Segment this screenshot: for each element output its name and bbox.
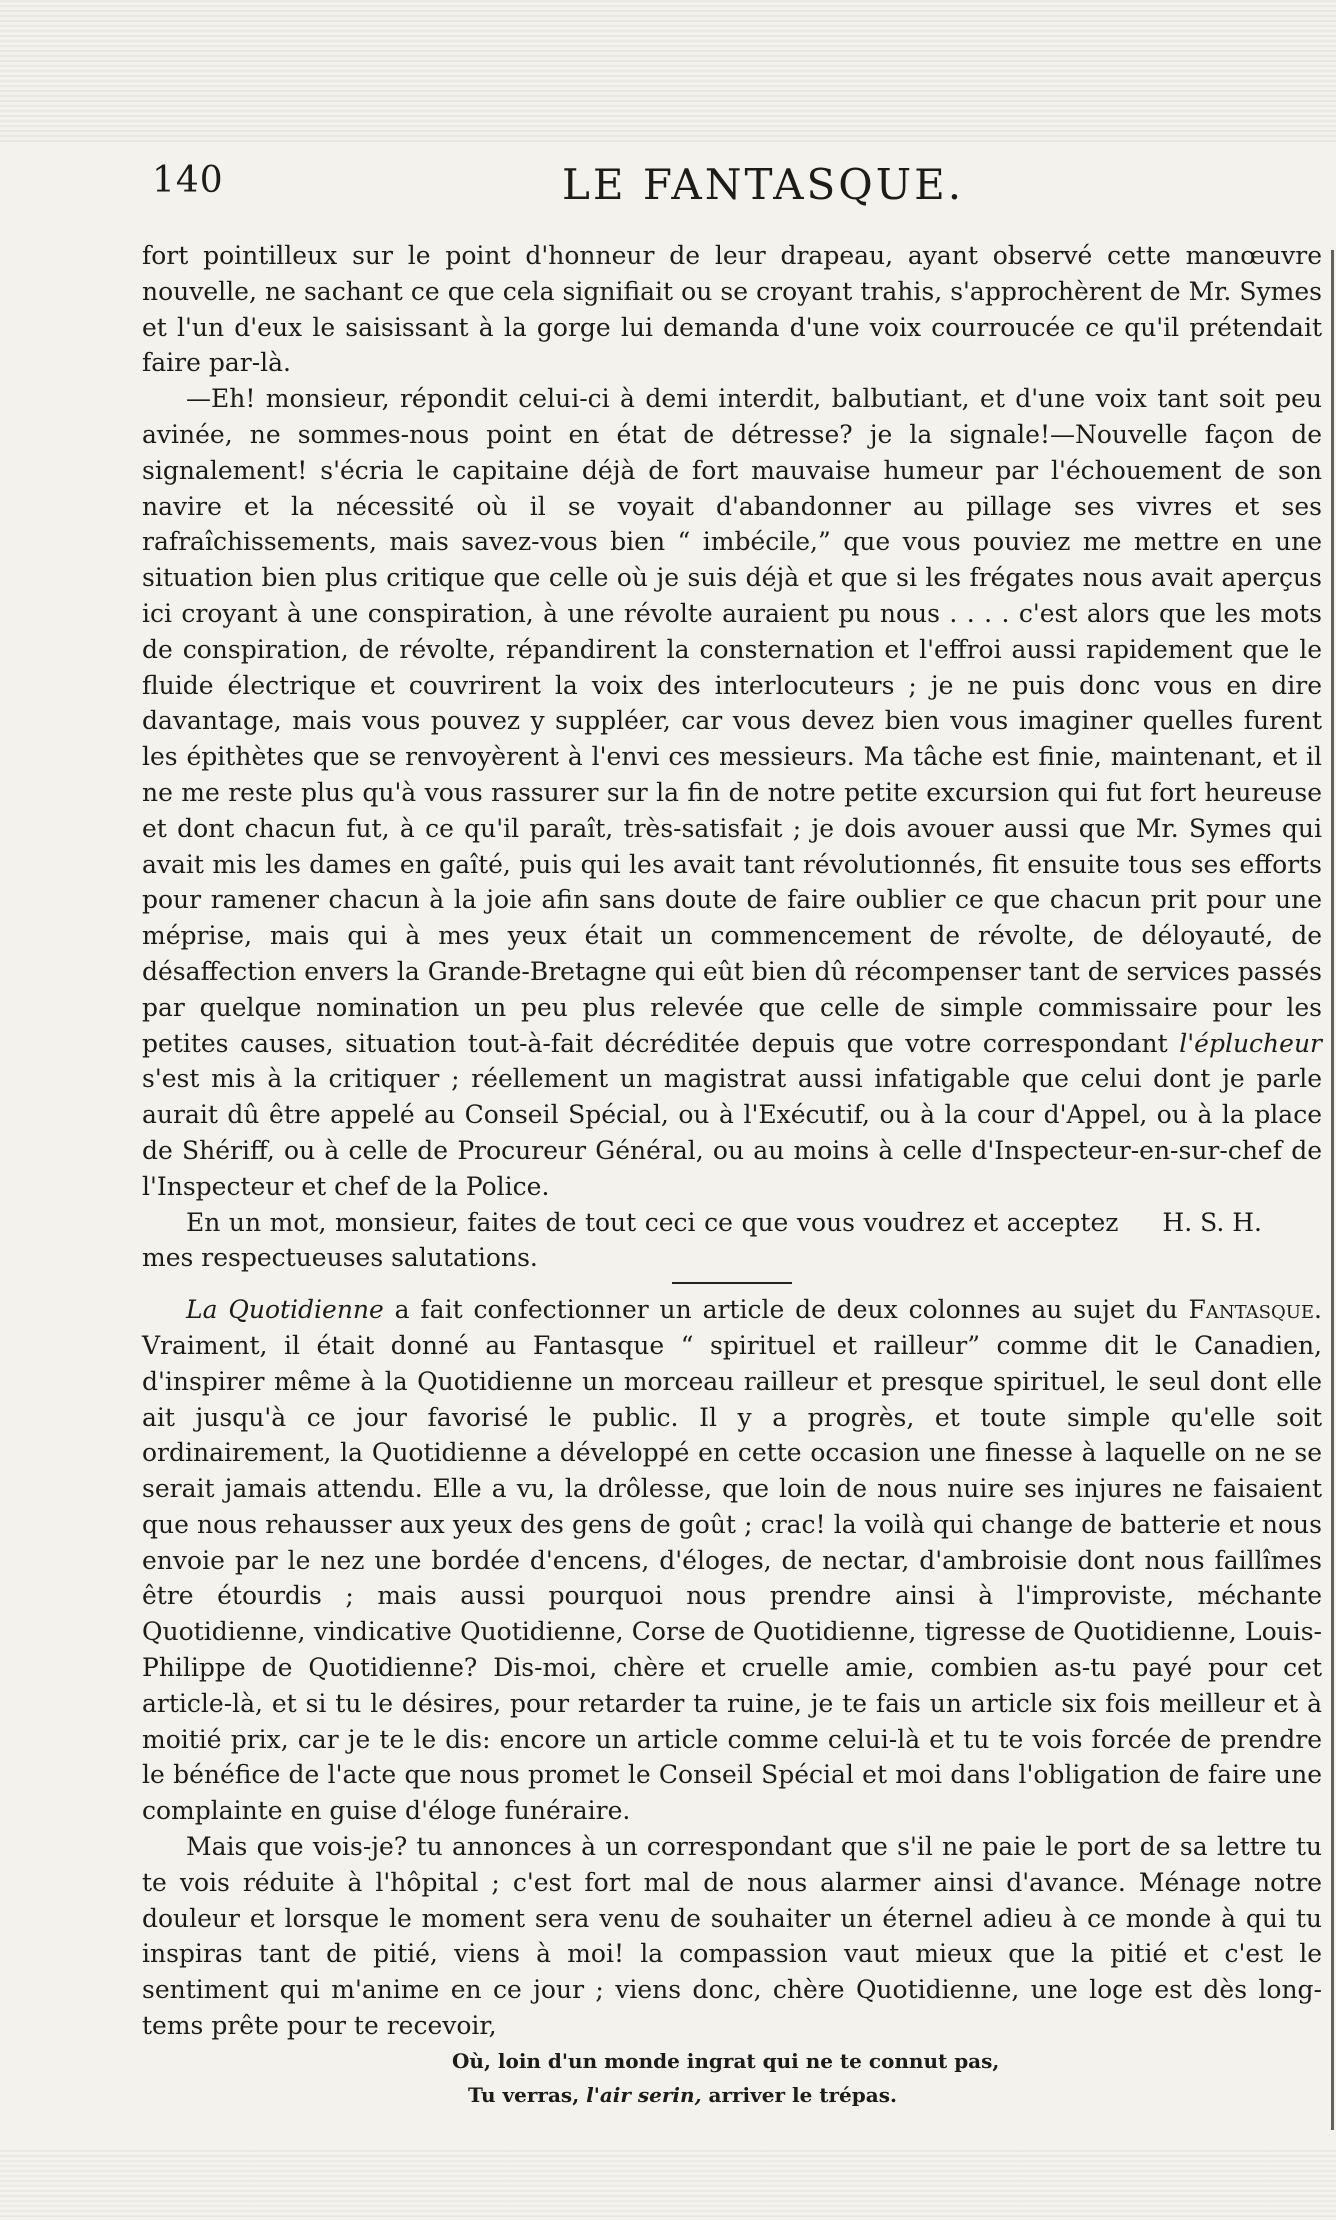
- page-body: [142, 238, 1322, 2112]
- article-paragraph-1: [142, 1292, 1322, 1829]
- column-edge-rule: [1331, 250, 1334, 2130]
- article-paragraph-1-b: Vraiment, il était donné au Fantasque “ spirituel et railleur” comme dit le Canadien, d'inspirer même à la Quotidienne un morceau railleur et presque spirituel, le seul dont elle ait jusqu'à ce jour favorisé le public. Il y a progrès, et toute simple qu'elle soit ordinairement, la Quotidienne a développé en cette occasion une finesse à laquelle on ne se serait jamais attendu. Elle a vu, la drôlesse, que loin de nous nuire ses injures ne faisaient que nous rehausser aux yeux des gens de goût ; crac! la voilà qui change de batterie et nous envoie par le nez une bordée d'encens, d'éloges, de nectar, d'ambroisie dont nous faillîmes être étourdis ; mais aussi pourquoi nous prendre ainsi à l'improviste, méchante Quotidienne, vindicative Quotidienne, Corse de Quotidienne, tigresse de Quotidienne, Louis-Philippe de Quotidienne? Dis-moi, chère et cruelle amie, combien as-tu payé pour cet article-là, et si tu le désires, pour retarder ta ruine, je te fais un article six fois meilleur et à moitié prix, car je te le dis: encore un article comme celui-là et tu te vois forcée de prendre le bénéfice de l'acte que nous promet le Conseil Spécial et moi dans l'obligation de faire une complainte en guise d'éloge funéraire.: [142, 1330, 1322, 1826]
- letter-paragraph-2: [142, 381, 1322, 1204]
- page-header: [152, 160, 1324, 220]
- article-paragraph-2: Mais que vois-je? tu annonces à un correspondant que s'il ne paie le port de sa lettre tu te vois réduite à l'hôpital ; c'est fort mal de nous alarmer ainsi d'avance. Ménage notre douleur et lorsque le moment sera venu de souhaiter un éternel adieu à ce monde à qui tu inspiras tant de pitié, viens à moi! la compassion vaut mieux que la pitié et c'est le sentiment qui m'anime en ce jour ; viens donc, chère Quotidienne, une loge est dès long-tems prête pour te recevoir,: [142, 1832, 1322, 2041]
- verse-line-2: [468, 2078, 1322, 2112]
- newspaper-name-quotidienne: La Quotidienne: [186, 1295, 384, 1325]
- running-title: LE FANTASQUE.: [562, 160, 965, 209]
- section-divider: [672, 1282, 792, 1284]
- newspaper-name-fantasque: Fantasque.: [1188, 1295, 1322, 1325]
- letter-paragraph-2-end: s'est mis à la critiquer ; réellement un magistrat aussi infatigable que celui dont je parle aurait dû être appelé au Conseil Spécial, ou à l'Exécutif, ou à la cour d'Appel, ou à la place de Shériff, ou à celle de Procureur Général, ou au moins à celle d'Inspecteur-en-sur-chef de l'Inspecteur et chef de la Police.: [142, 1064, 1322, 1201]
- italic-term-epluchuer: l'éplucheur: [1179, 1028, 1322, 1058]
- page-number: 140: [152, 160, 224, 201]
- verse-line-1: Où, loin d'un monde ingrat qui ne te connut pas,: [452, 2048, 1000, 2073]
- letter-paragraph-1: fort pointilleux sur le point d'honneur de leur drapeau, ayant observé cette manœuvre nouvelle, ne sachant ce que cela signifiait ou se croyant trahis, s'approchèrent de Mr. Symes et l'un d'eux le saisissant à la gorge lui demanda d'une voix courroucée ce qu'il prétendait faire par-là.: [142, 241, 1322, 378]
- letter-closing: [142, 1205, 1322, 1277]
- verse-line-2-a: Tu verras,: [468, 2082, 580, 2107]
- verse-quote: [452, 2044, 1322, 2112]
- letter-paragraph-2-text: —Eh! monsieur, répondit celui-ci à demi interdit, balbutiant, et d'une voix tant soit peu avinée, ne sommes-nous point en état de détresse? je la signale!—Nouvelle façon de signalement! s'écria le capitaine déjà de fort mauvaise humeur par l'échouement de son navire et la nécessité où il se voyait d'abandonner au pillage ses vivres et ses rafraîchissements, mais savez-vous bien “ imbécile,” que vous pouviez me mettre en une situation bien plus critique que celle où je suis déjà et que si les frégates nous avait aperçus ici croyant à une conspiration, à une révolte auraient pu nous . . . . c'est alors que les mots de conspiration, de révolte, répandirent la consternation et l'effroi aussi rapidement que le fluide électrique et couvrirent la voix des interlocuteurs ; je ne puis donc vous en dire davantage, mais vous pouvez y suppléer, car vous devez bien vous imaginer quelles furent les épithètes que se renvoyèrent à l'envi ces messieurs. Ma tâche est finie, maintenant, et il ne me reste plus qu'à vous rassurer sur la fin de notre petite excursion qui fut fort heureuse et dont chacun fut, à ce qu'il paraît, très-satisfait ; je dois avouer aussi que Mr. Symes qui avait mis les dames en gaîté, puis qui les avait tant révolutionnés, fit ensuite tous ses efforts pour ramener chacun à la joie afin sans doute de faire oublier ce que chacun prit pour une méprise, mais qui à mes yeux était un commencement de révolte, de déloyauté, de désaffection envers la Grande-Bretagne qui eût bien dû récompenser tant de services passés par quelque nomination un peu plus relevée que celle de simple commissaire pour les petites causes, situation tout-à-fait décréditée depuis que votre correspondant: [142, 384, 1322, 1058]
- verse-line-2-italic: l'air serin,: [586, 2082, 702, 2107]
- verse-line-2-b: arriver le trépas.: [708, 2082, 897, 2107]
- letter-signature: H. S. H.: [1162, 1207, 1262, 1237]
- article-paragraph-1-a: a fait confectionner un article de deux colonnes au sujet du: [394, 1295, 1178, 1325]
- letter-closing-text: En un mot, monsieur, faites de tout ceci ce que vous voudrez et acceptez mes respectueuses salutations.: [142, 1207, 1119, 1273]
